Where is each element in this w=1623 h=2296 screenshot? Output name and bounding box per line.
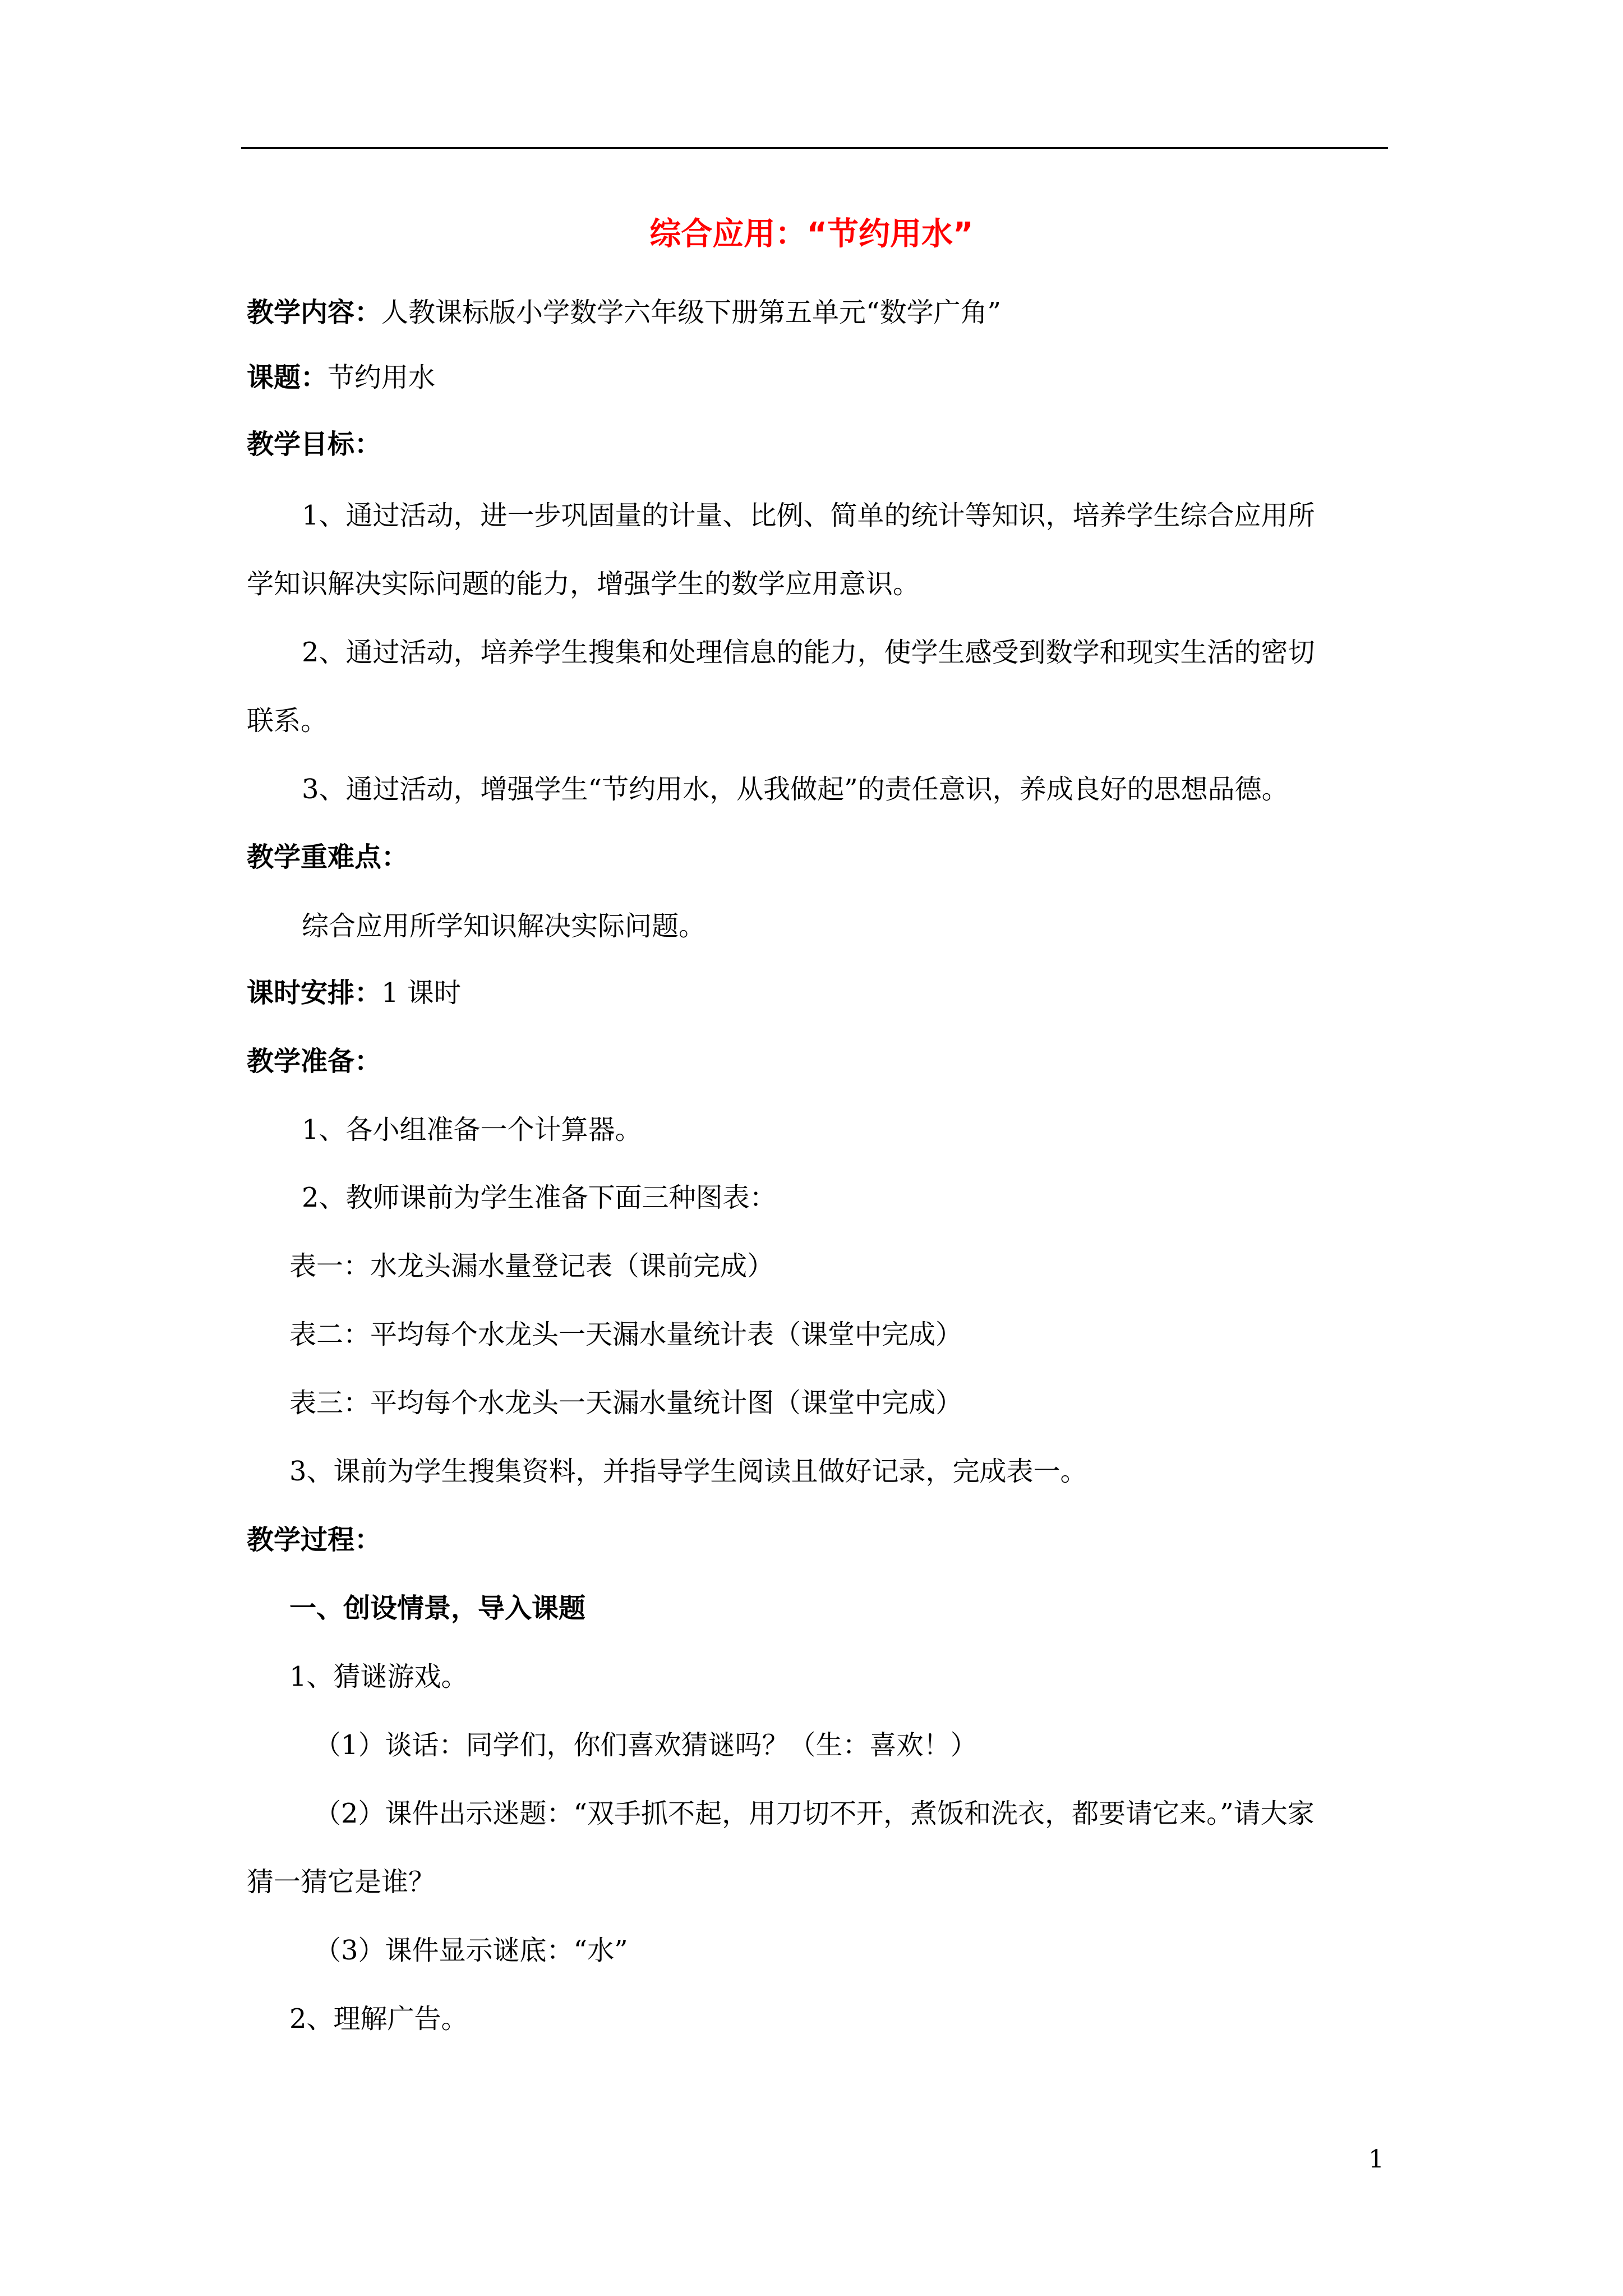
step-2: 2、理解广告。 [289,2003,468,2035]
prep-table-1: 表一：水龙头漏水量登记表（课前完成） [289,1250,774,1282]
preparation-heading: 教学准备： [247,1046,382,1077]
step-1-2-line-1: （2）课件出示迷题：“双手抓不起，用刀切不开，煮饭和洗衣，都要请它来。”请大家 [314,1798,1315,1829]
step-1-3: （3）课件显示谜底：“水” [314,1935,628,1966]
objective-1-line-2: 学知识解决实际问题的能力，增强学生的数学应用意识。 [247,568,920,600]
prep-table-3: 表三：平均每个水龙头一天漏水量统计图（课堂中完成） [289,1387,963,1419]
objective-1-line-1: 1、通过活动，进一步巩固量的计量、比例、简单的统计等知识，培养学生综合应用所 [302,500,1315,531]
topic-value: 节约用水 [328,362,436,393]
schedule-label: 课时安排： [247,977,382,1009]
prep-item-2: 2、教师课前为学生准备下面三种图表： [302,1182,777,1213]
section-1-heading: 一、创设情景，导入课题 [289,1593,586,1624]
step-1: 1、猜谜游戏。 [289,1661,468,1692]
teaching-content-value: 人教课标版小学数学六年级下册第五单元“数学广角” [381,297,1002,328]
prep-item-1: 1、各小组准备一个计算器。 [302,1114,642,1145]
schedule-line [247,973,461,1013]
prep-item-3: 3、课前为学生搜集资料，并指导学生阅读且做好记录，完成表一。 [289,1456,1087,1487]
teaching-content-line [247,293,1001,332]
teaching-content-label: 教学内容： [247,297,382,328]
objective-2-line-1: 2、通过活动，培养学生搜集和处理信息的能力，使学生感受到数学和现实生活的密切 [302,637,1315,668]
page-number: 1 [1368,2145,1384,2174]
objectives-heading: 教学目标： [247,429,382,460]
topic-line [247,358,435,397]
header-rule [241,147,1388,149]
topic-label: 课题： [247,362,328,393]
objective-3: 3、通过活动，增强学生“节约用水，从我做起”的责任意识，养成良好的思想品德。 [302,774,1289,805]
prep-table-2: 表二：平均每个水龙头一天漏水量统计表（课堂中完成） [289,1319,963,1350]
objective-2-line-2: 联系。 [247,705,328,737]
schedule-value: 1 课时 [381,977,461,1009]
process-heading: 教学过程： [247,1524,382,1556]
document-title: 综合应用：“节约用水” [649,216,974,252]
step-1-2-line-2: 猜一猜它是谁？ [247,1866,436,1898]
key-points-heading: 教学重难点： [247,841,409,873]
key-points-text: 综合应用所学知识解决实际问题。 [302,910,706,942]
step-1-1: （1）谈话：同学们，你们喜欢猜谜吗？（生：喜欢！） [314,1729,978,1761]
